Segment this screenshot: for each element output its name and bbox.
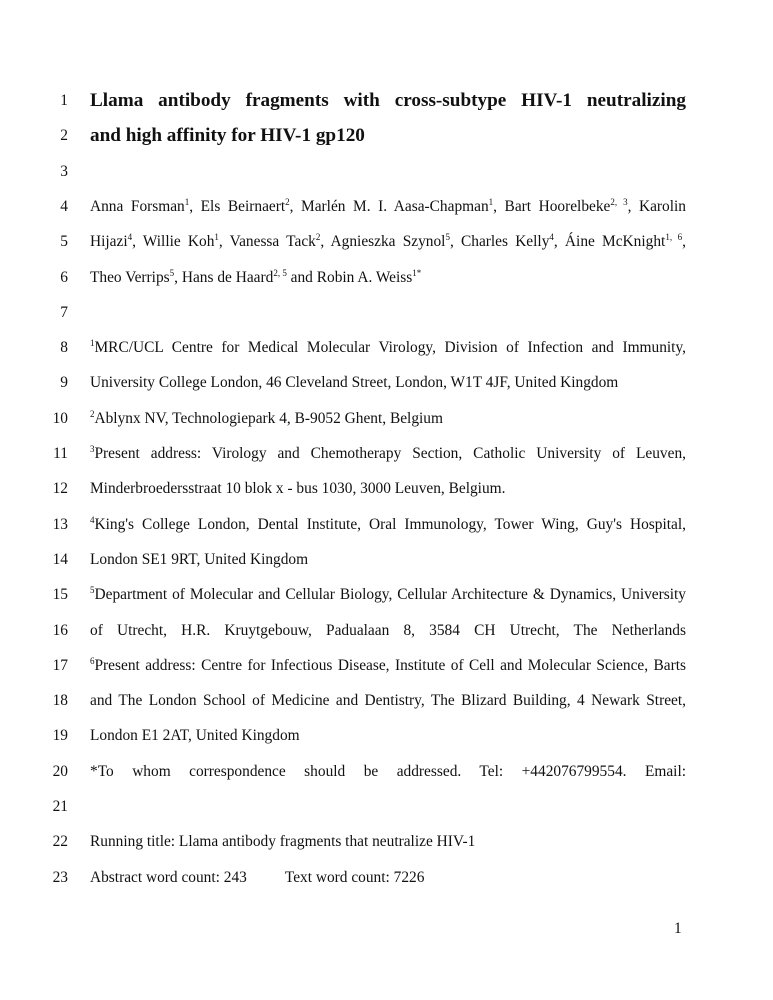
- affiliation-superscript: 5: [90, 585, 95, 596]
- text-segment: Hijazi: [90, 233, 128, 251]
- line-text: [90, 548, 686, 572]
- line-text: [90, 442, 686, 466]
- line-number: 1: [60, 92, 68, 109]
- line-number: 19: [52, 727, 68, 745]
- text-line: [40, 336, 686, 360]
- text-line: [40, 760, 686, 784]
- affiliation-superscript: 2, 3: [610, 196, 628, 207]
- text-segment: London SE1 9RT, United Kingdom: [90, 550, 309, 568]
- text-line: [40, 689, 686, 713]
- affiliation-superscript: 1: [488, 196, 494, 207]
- line-number: 2: [60, 127, 68, 145]
- affiliation-superscript: 1: [90, 338, 95, 349]
- text-segment: , Karolin: [627, 197, 686, 215]
- line-number: 22: [52, 833, 68, 851]
- text-segment: , Charles Kelly: [449, 233, 550, 251]
- text-line: [40, 619, 686, 643]
- affiliation-superscript: 2: [315, 232, 321, 243]
- text-line: [40, 371, 686, 395]
- text-line: [40, 266, 686, 290]
- page-number: 1: [674, 920, 682, 937]
- line-text: [90, 866, 686, 890]
- text-segment: Department of Molecular and Cellular Biology, Cellular Architecture & Dynamics, University: [94, 586, 686, 604]
- text-segment: , Agnieszka Szynol: [320, 233, 446, 251]
- line-number: 12: [52, 480, 68, 498]
- line-text: [90, 89, 686, 113]
- text-line: [40, 195, 686, 219]
- text-segment: , Bart Hoorelbeke: [493, 197, 611, 215]
- text-line: [40, 301, 686, 325]
- text-segment: Running title: Llama antibody fragments that neutralize HIV-1: [90, 833, 476, 851]
- line-text: [90, 619, 686, 643]
- text-segment: Minderbroedersstraat 10 blok x - bus 1030, 3000 Leuven, Belgium.: [90, 480, 506, 498]
- line-number: 10: [52, 409, 68, 427]
- affiliation-superscript: 2, 5: [273, 267, 287, 278]
- line-number: 5: [60, 233, 68, 251]
- line-number: 17: [52, 656, 68, 674]
- line-text: [90, 760, 686, 784]
- text-line: [40, 477, 686, 501]
- affiliation-superscript: 6: [90, 655, 95, 666]
- text-segment: King's College London, Dental Institute, Oral Immunology, Tower Wing, Guy's Hospital,: [94, 515, 686, 533]
- line-number: 9: [60, 374, 68, 392]
- text-line: [40, 160, 686, 184]
- line-text: [90, 477, 686, 501]
- text-segment: of Utrecht, H.R. Kruytgebouw, Padualaan 8, 3584 CH Utrecht, The Netherlands: [90, 621, 686, 639]
- line-number: 16: [52, 621, 68, 639]
- text-line: [40, 724, 686, 748]
- line-text: [90, 583, 686, 607]
- text-line: [40, 407, 686, 431]
- affiliation-superscript: 2: [285, 196, 290, 207]
- text-line: [40, 866, 686, 890]
- text-segment: ,: [682, 233, 686, 251]
- line-number: 13: [52, 515, 68, 533]
- line-number: 14: [52, 550, 68, 568]
- text-line: [40, 548, 686, 572]
- line-text: [90, 513, 686, 537]
- text-segment: London E1 2AT, United Kingdom: [90, 727, 300, 745]
- text-segment: *To whom correspondence should be addressed. Tel: +442076799554. Email:: [90, 762, 686, 780]
- line-text: [90, 371, 686, 395]
- text-line: [40, 230, 686, 254]
- line-number: 21: [52, 798, 68, 815]
- text-line: [40, 513, 686, 537]
- text-segment: , Áine McKnight: [553, 233, 666, 251]
- text-line: [40, 654, 686, 678]
- line-text: [90, 724, 686, 748]
- line-text: [90, 336, 686, 360]
- line-text: [90, 230, 686, 254]
- text-segment: , Els Beirnaert: [189, 197, 286, 215]
- text-segment: Present address: Virology and Chemotherapy Section, Catholic University of Leuven,: [94, 445, 686, 462]
- affiliation-superscript: 1*: [412, 267, 422, 278]
- text-line: [40, 583, 686, 607]
- title-line: [40, 89, 686, 113]
- affiliation-superscript: 2: [90, 408, 95, 419]
- line-number: 4: [60, 197, 68, 215]
- text-segment: , Vanessa Tack: [218, 233, 316, 251]
- affiliation-superscript: 4: [90, 514, 95, 525]
- text-segment: Ablynx NV, Technologiepark 4, B-9052 Ghent, Belgium: [94, 409, 443, 427]
- text-segment: MRC/UCL Centre for Medical Molecular Virology, Division of Infection and Immunity,: [94, 339, 686, 357]
- line-number: 15: [52, 586, 68, 604]
- text-segment: and Robin A. Weiss: [286, 268, 413, 286]
- text-line: [40, 795, 686, 819]
- text-segment: Text word count: 7226: [284, 868, 425, 886]
- affiliation-superscript: 4: [549, 232, 554, 243]
- text-segment: , Marlén M. I. Aasa-Chapman: [289, 197, 489, 215]
- line-number: 6: [60, 268, 68, 286]
- line-text: [90, 407, 686, 431]
- title-line: [40, 124, 686, 148]
- affiliation-superscript: 1: [184, 196, 190, 207]
- line-text: [90, 124, 686, 148]
- line-number: 18: [52, 692, 68, 710]
- text-segment: Anna Forsman: [90, 197, 185, 215]
- text-segment: , Willie Koh: [132, 233, 215, 251]
- text-segment: and The London School of Medicine and Dentistry, The Blizard Building, 4 Newark Street,: [90, 692, 686, 710]
- affiliation-superscript: 4: [127, 232, 133, 243]
- text-segment: Abstract word count: 243: [90, 868, 247, 886]
- text-segment: Theo Verrips: [90, 268, 170, 286]
- affiliation-superscript: 1: [214, 232, 219, 243]
- text-segment: , Hans de Haard: [174, 268, 274, 286]
- line-number: 20: [52, 762, 68, 780]
- affiliation-superscript: 5: [169, 267, 175, 278]
- line-text: [90, 689, 686, 713]
- line-text: [90, 654, 686, 678]
- line-number: 8: [60, 339, 68, 357]
- line-text: [90, 830, 686, 854]
- line-text: [90, 266, 686, 290]
- affiliation-superscript: 3: [90, 444, 95, 454]
- line-number: 7: [60, 303, 68, 321]
- line-text: [90, 195, 686, 219]
- text-line: [40, 442, 686, 466]
- text-segment: Llama antibody fragments with cross-subtype HIV-1 neutralizing: [90, 90, 686, 111]
- affiliation-superscript: 5: [445, 232, 450, 243]
- text-line: [40, 830, 686, 854]
- affiliation-superscript: 1, 6: [665, 232, 683, 243]
- line-number: 23: [52, 868, 68, 886]
- text-segment: University College London, 46 Cleveland Street, London, W1T 4JF, United Kingdom: [90, 374, 619, 392]
- text-segment: and high affinity for HIV-1 gp120: [90, 125, 365, 147]
- line-number: 11: [53, 445, 68, 462]
- line-number: 3: [60, 162, 68, 180]
- text-segment: Present address: Centre for Infectious Disease, Institute of Cell and Molecular Science, Barts: [94, 656, 686, 674]
